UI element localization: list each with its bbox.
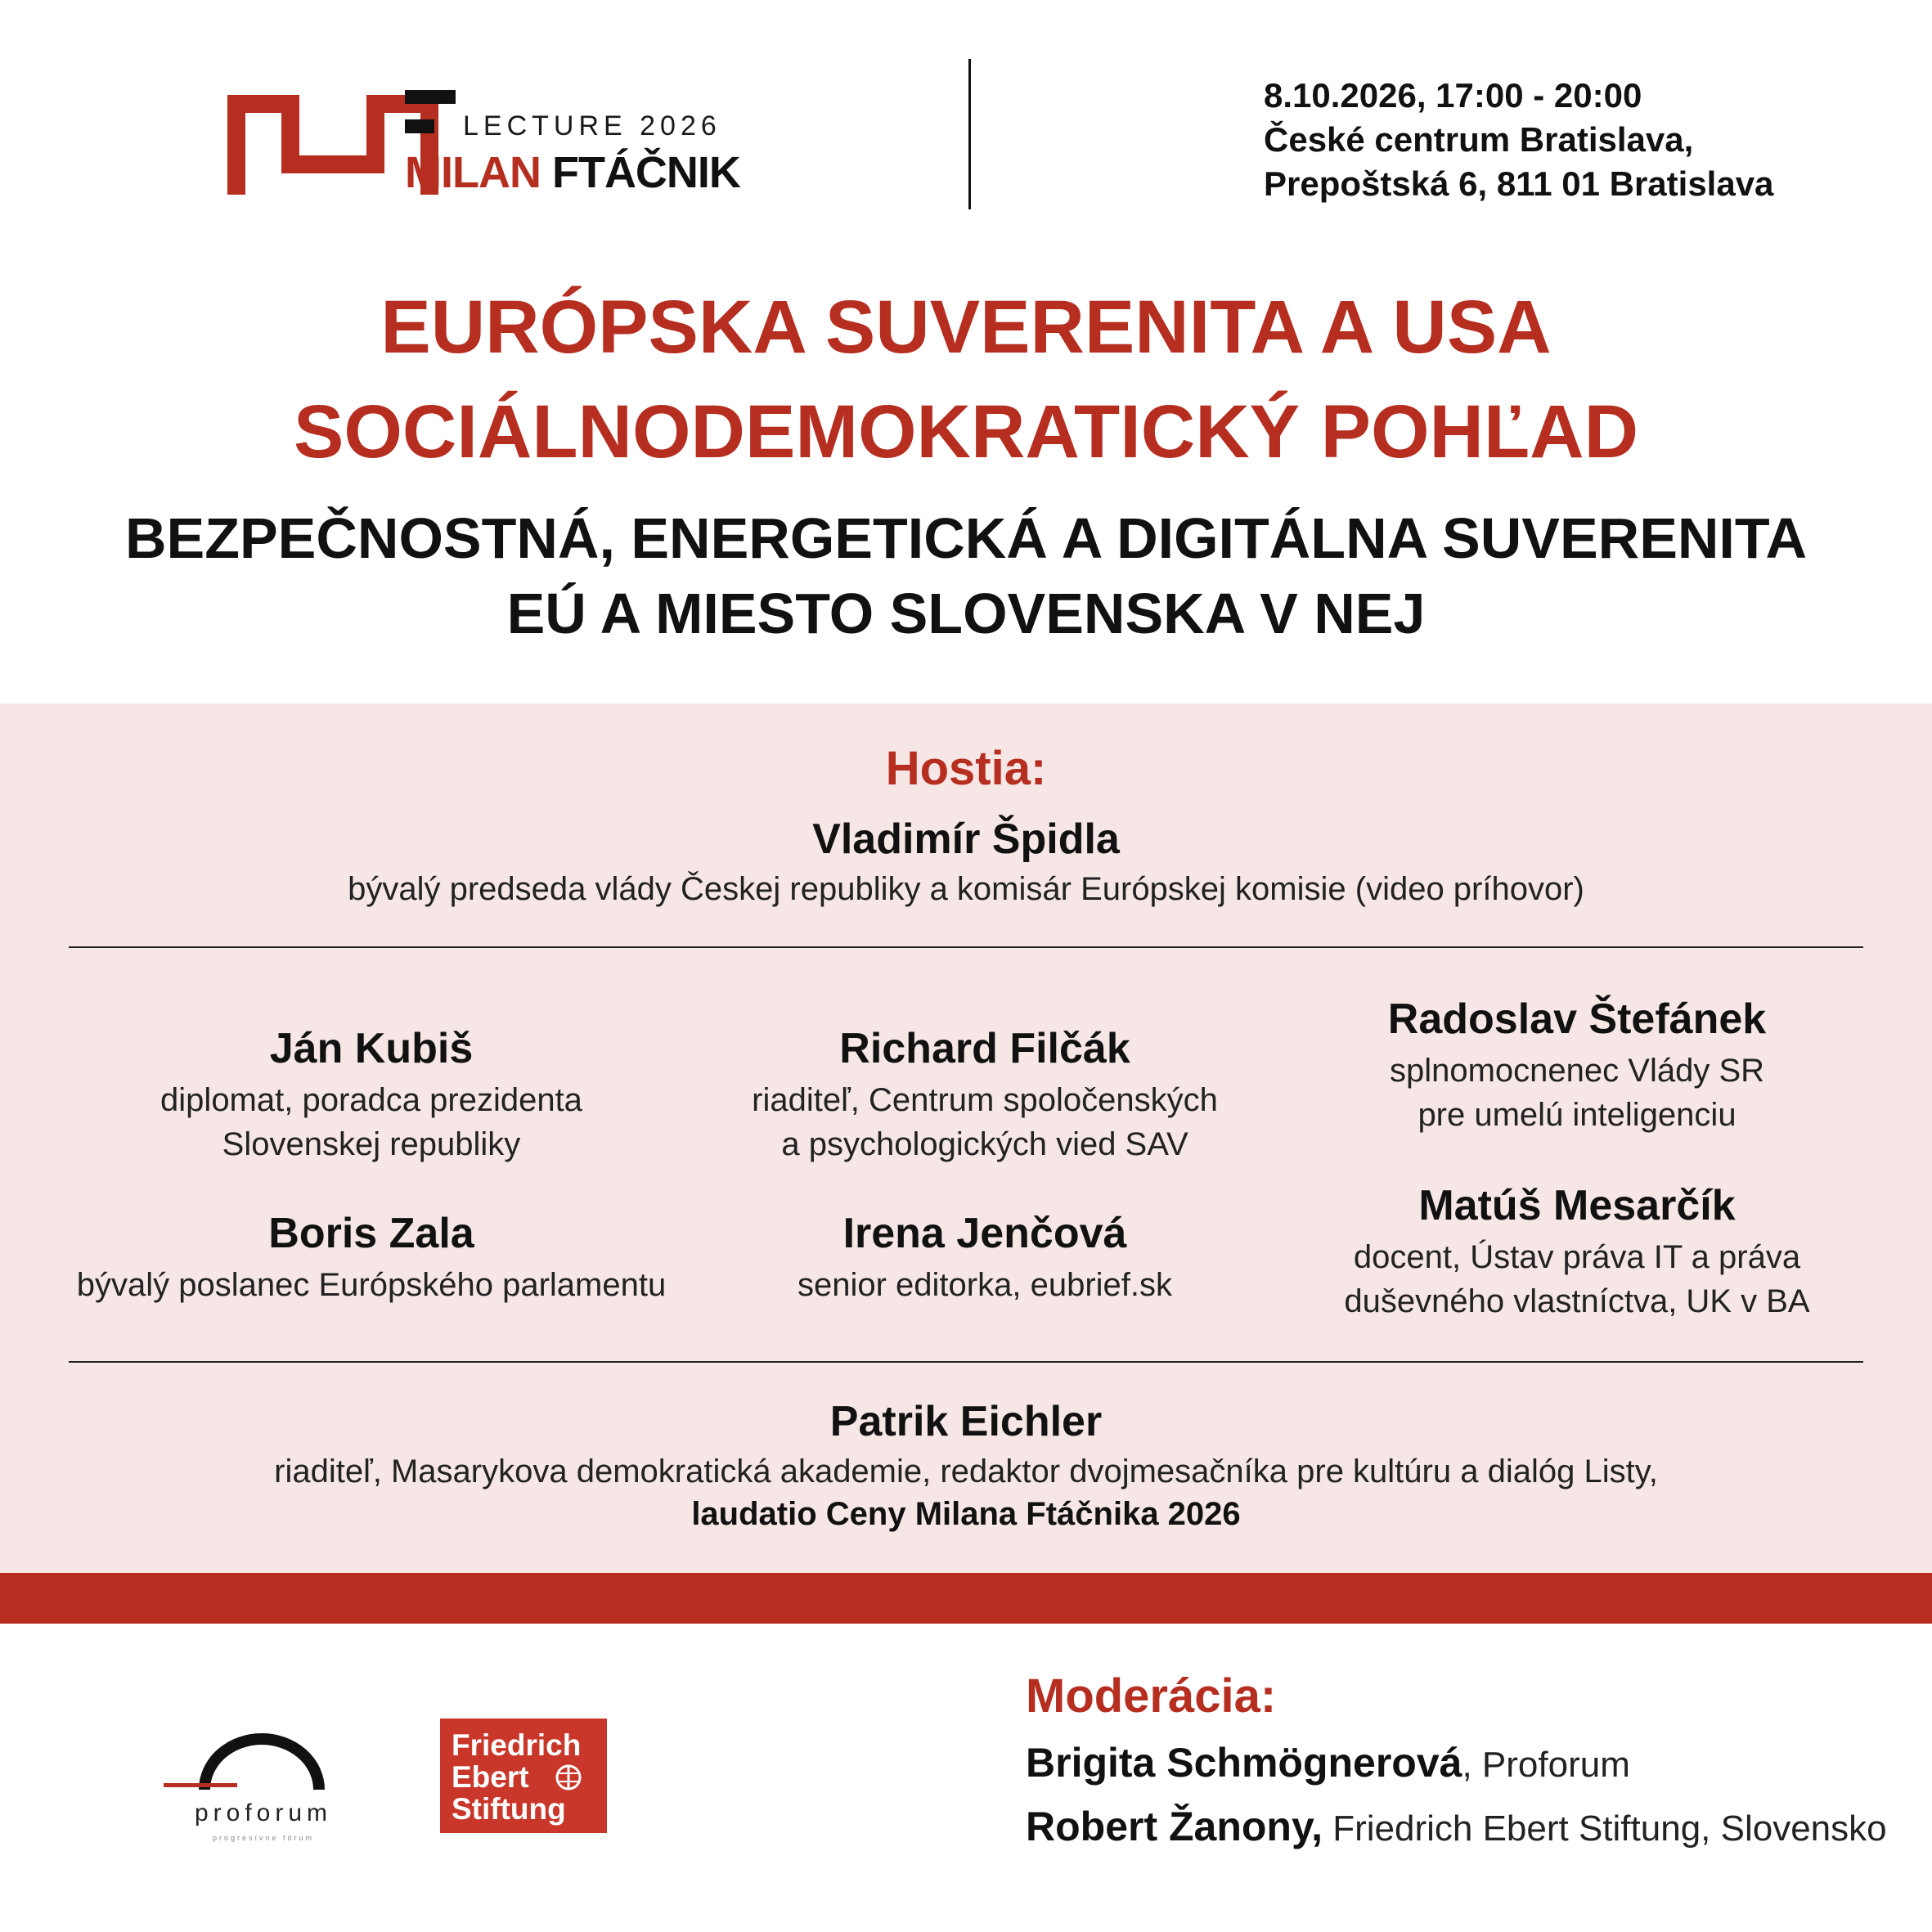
guest-name: Matúš Mesarčík <box>1418 1182 1736 1229</box>
guest-name: Irena Jenčová <box>842 1210 1127 1257</box>
guest-card <box>1266 1181 1888 1323</box>
fes-logo <box>440 1719 607 1833</box>
separator-bottom <box>69 1361 1863 1363</box>
subtitle-line-2: EÚ A MIESTO SLOVENSKA V NEJ <box>506 582 1426 645</box>
fes-line-3: Stiftung <box>452 1792 566 1826</box>
event-venue: České centrum Bratislava, <box>1264 120 1694 159</box>
moderator-name: Robert Žanony, <box>1026 1804 1323 1849</box>
guest-role-line: pre umelú inteligenciu <box>1418 1097 1737 1133</box>
proforum-name: proforum <box>194 1799 333 1826</box>
guest-name: Radoslav Štefánek <box>1387 995 1767 1043</box>
red-divider-bar <box>0 1573 1932 1624</box>
moderator-affiliation: Friedrich Ebert Stiftung, Slovensko <box>1322 1808 1887 1849</box>
fes-globe-icon <box>555 1764 582 1791</box>
guest-role-line: splnomocnenec Vlády SR <box>1389 1053 1765 1089</box>
separator-top <box>69 946 1863 948</box>
logo-lecture-text: LECTURE 2026 <box>463 110 721 142</box>
guest-card <box>1266 995 1888 1137</box>
guest-role-line: diplomat, poradca prezidenta <box>160 1082 582 1118</box>
guest-role-line: Slovenskej republiky <box>222 1126 521 1162</box>
guest-role-line: duševného vlastníctva, UK v BA <box>1344 1283 1810 1319</box>
laudatio-role: riaditeľ, Masarykova demokratická akademie, redaktor dvojmesačníka pre kultúru a dialóg Listy, <box>274 1453 1658 1489</box>
guest-card <box>674 1024 1296 1166</box>
guest-role-line: riaditeľ, Centrum spoločenských <box>752 1082 1218 1118</box>
guest-name: Ján Kubiš <box>269 1025 474 1072</box>
fes-line-2: Ebert <box>452 1760 529 1794</box>
laudatio-award: laudatio Ceny Milana Ftáčnika 2026 <box>691 1496 1241 1532</box>
guest-card <box>61 1209 682 1307</box>
proforum-arch-icon <box>164 1724 360 1790</box>
subtitle-line-1: BEZPEČNOSTNÁ, ENERGETICKÁ A DIGITÁLNA SUVERENITA <box>124 506 1807 570</box>
guest-name: Richard Filčák <box>839 1025 1130 1072</box>
keynote-name: Vladimír Špidla <box>812 815 1120 863</box>
moderator-name: Brigita Schmögnerová <box>1026 1740 1462 1786</box>
logo-name <box>405 147 740 198</box>
guest-role-line: bývalý poslanec Európského parlamentu <box>76 1267 667 1303</box>
title-line-1: EURÓPSKA SUVERENITA A USA <box>380 285 1552 369</box>
guest-role-line: a psychologických vied SAV <box>781 1126 1188 1162</box>
moderation-heading: Moderácia: <box>1026 1669 1277 1723</box>
guests-heading: Hostia: <box>885 742 1047 795</box>
event-address: Prepoštská 6, 811 01 Bratislava <box>1264 164 1774 203</box>
logo-f-bars-icon <box>405 90 456 141</box>
guest-role-line: senior editorka, eubrief.sk <box>797 1267 1172 1303</box>
header-divider <box>968 59 971 209</box>
guest-card <box>61 1024 682 1166</box>
moderator-row <box>1026 1803 1887 1850</box>
guest-name: Boris Zala <box>268 1210 474 1257</box>
logo-last-name: FTÁČNIK <box>551 148 740 197</box>
guest-card <box>674 1209 1296 1307</box>
logo-first-name: MILAN <box>405 148 541 197</box>
guest-role-line: docent, Ústav práva IT a práva <box>1353 1239 1801 1275</box>
keynote-role: bývalý predseda vlády Českej republiky a komisár Európskej komisie (video príhovor) <box>348 871 1584 907</box>
event-date: 8.10.2026, 17:00 - 20:00 <box>1264 76 1642 115</box>
title-line-2: SOCIÁLNODEMOKRATICKÝ POHĽAD <box>293 390 1639 474</box>
proforum-logo <box>164 1724 360 1847</box>
moderator-row <box>1026 1739 1630 1786</box>
laudatio-name: Patrik Eichler <box>829 1398 1103 1445</box>
moderator-affiliation: , Proforum <box>1462 1745 1630 1785</box>
fes-line-1: Friedrich <box>452 1728 582 1762</box>
proforum-tagline: progresívne fórum <box>212 1834 315 1842</box>
